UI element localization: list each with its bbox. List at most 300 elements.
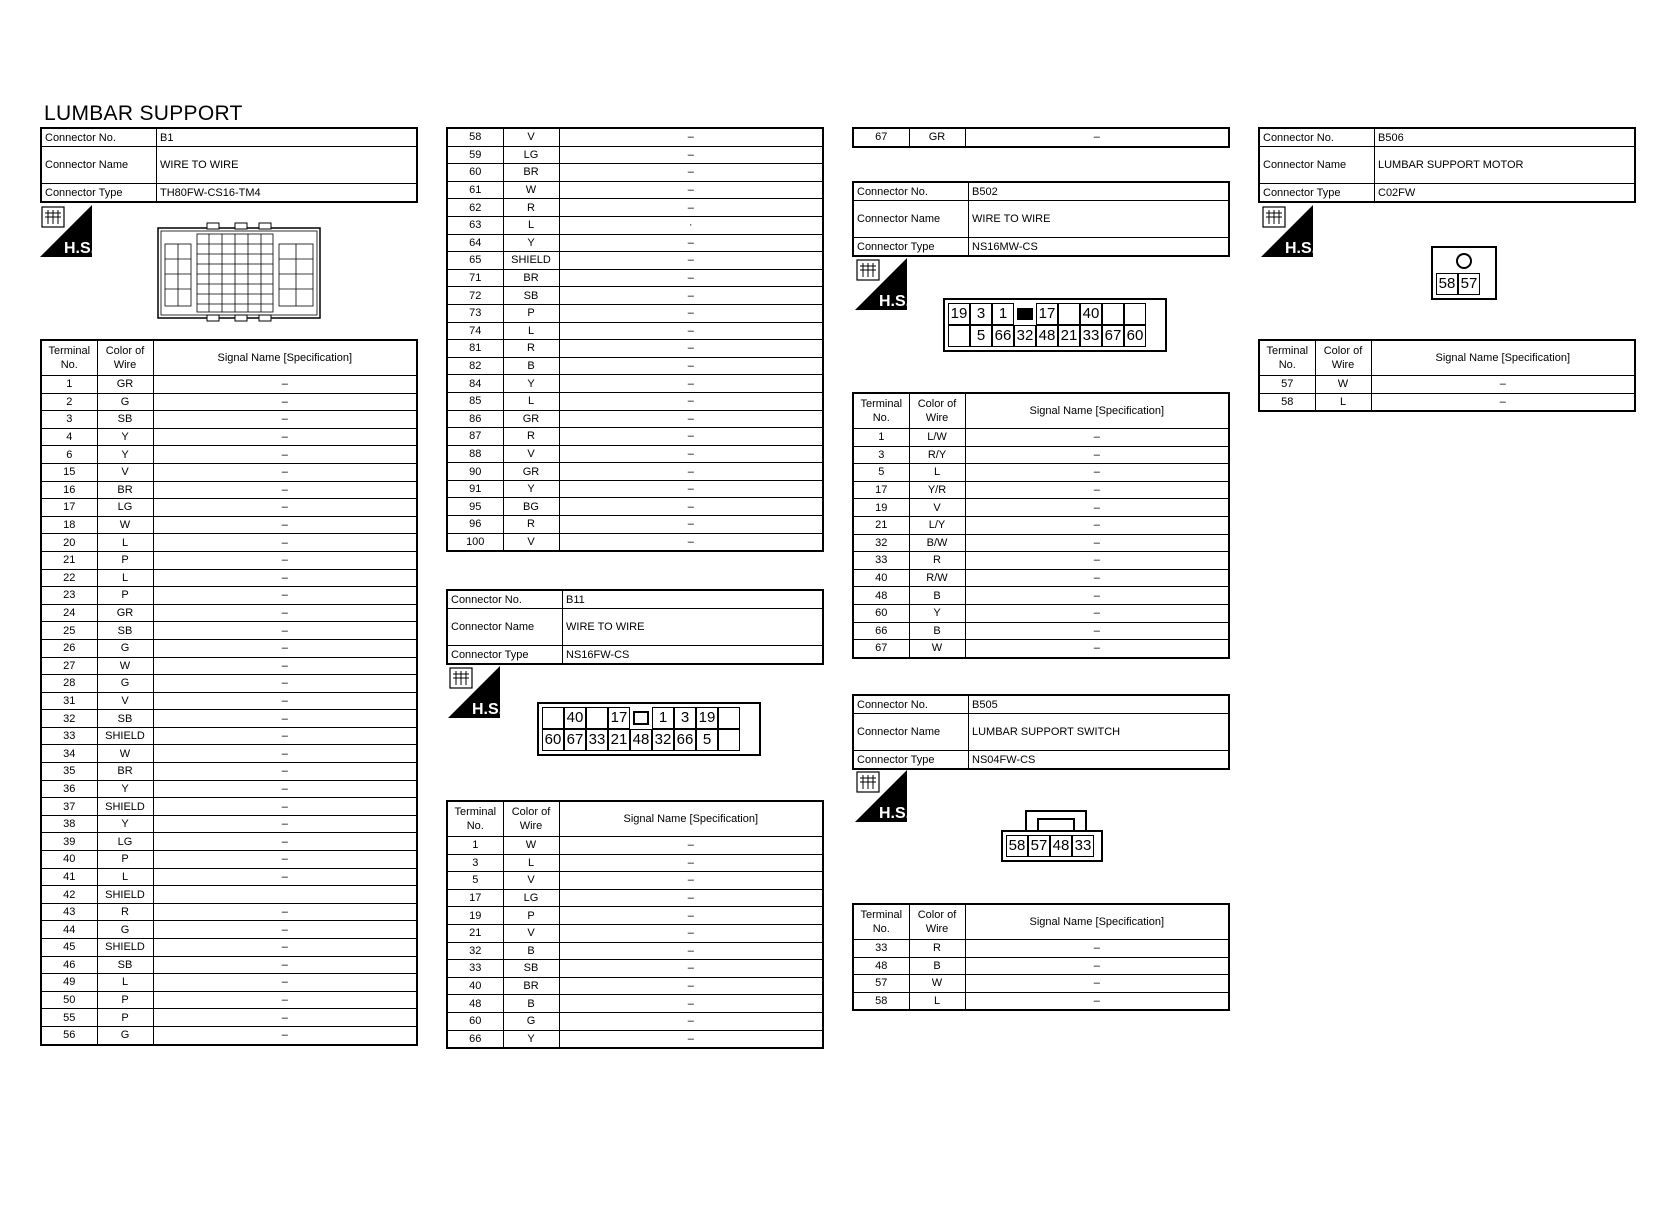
wire-color-cell: R <box>503 428 559 446</box>
table-row <box>853 587 1229 605</box>
terminal-no-cell: 24 <box>41 604 97 622</box>
signal-name-cell: – <box>153 921 417 939</box>
signal-name-cell: – <box>559 907 823 925</box>
terminal-no-cell: 86 <box>447 410 503 428</box>
terminal-no-cell: 40 <box>447 977 503 995</box>
connector-pin: 1 <box>992 303 1014 325</box>
wire-color-cell: W <box>503 181 559 199</box>
connector-no-value: B502 <box>969 182 1230 201</box>
color-of-wire-header: Color of Wire <box>909 904 965 940</box>
connector-name-value: WIRE TO WIRE <box>969 201 1230 238</box>
wire-color-cell: GR <box>909 128 965 147</box>
connector-pin <box>1058 303 1080 325</box>
wire-color-cell: B <box>503 942 559 960</box>
terminal-no-cell: 20 <box>41 534 97 552</box>
table-row <box>447 889 823 907</box>
wire-color-cell: LG <box>97 499 153 517</box>
terminal-no-cell: 95 <box>447 498 503 516</box>
signal-name-cell: – <box>153 939 417 957</box>
connector-pin: 17 <box>608 707 630 729</box>
terminal-no-cell: 61 <box>447 181 503 199</box>
signal-name-cell: – <box>153 499 417 517</box>
connector-pin: 67 <box>564 729 586 751</box>
signal-name-cell: – <box>559 146 823 164</box>
terminal-no-cell: 23 <box>41 587 97 605</box>
table-row <box>41 851 417 869</box>
wire-color-cell: W <box>1315 376 1371 394</box>
signal-name-cell: – <box>153 411 417 429</box>
wire-color-cell: GR <box>503 463 559 481</box>
connector-b502-face <box>943 298 1167 352</box>
wire-color-cell: V <box>503 128 559 146</box>
signal-name-cell: – <box>559 340 823 358</box>
connector-name-value: LUMBAR SUPPORT SWITCH <box>969 714 1230 751</box>
wire-color-cell: SHIELD <box>97 727 153 745</box>
connector-pin: 5 <box>696 729 718 751</box>
table-row <box>447 216 823 234</box>
terminal-no-cell: 67 <box>853 640 909 658</box>
signal-name-cell: – <box>559 269 823 287</box>
terminal-no-cell: 56 <box>41 1026 97 1044</box>
terminal-no-cell: 43 <box>41 903 97 921</box>
terminal-no-cell: 82 <box>447 357 503 375</box>
table-row <box>447 1012 823 1030</box>
connector-type-value: NS16FW-CS <box>563 646 824 665</box>
table-row <box>853 569 1229 587</box>
signal-name-cell: – <box>153 1009 417 1027</box>
wire-color-cell: G <box>503 1012 559 1030</box>
terminal-no-cell: 60 <box>447 1012 503 1030</box>
signal-name-cell: – <box>559 854 823 872</box>
connector-name-value: LUMBAR SUPPORT MOTOR <box>1375 147 1636 184</box>
signal-name-cell: – <box>1371 393 1635 411</box>
signal-name-cell: – <box>153 463 417 481</box>
terminal-no-cell: 46 <box>41 956 97 974</box>
connector-pin: 48 <box>630 729 652 751</box>
hs-label: H.S. <box>879 805 911 822</box>
wire-color-cell: R/Y <box>909 446 965 464</box>
wire-color-cell: G <box>97 921 153 939</box>
connector-pin: 67 <box>1102 325 1124 347</box>
wire-color-cell: P <box>97 587 153 605</box>
signal-name-cell: – <box>559 960 823 978</box>
connector-pin: 40 <box>1080 303 1102 325</box>
signal-name-cell: – <box>153 763 417 781</box>
table-row <box>41 1009 417 1027</box>
wire-color-cell: L <box>503 216 559 234</box>
terminal-no-cell: 5 <box>447 872 503 890</box>
wire-color-cell: BG <box>503 498 559 516</box>
signal-name-cell: – <box>153 692 417 710</box>
wire-color-cell: W <box>97 516 153 534</box>
signal-name-header: Signal Name [Specification] <box>559 801 823 837</box>
signal-name-cell: – <box>559 977 823 995</box>
signal-name-cell: · <box>559 216 823 234</box>
terminal-no-cell: 60 <box>447 164 503 182</box>
signal-name-cell: – <box>559 463 823 481</box>
wire-color-cell: B <box>503 995 559 1013</box>
signal-name-cell: – <box>153 780 417 798</box>
wire-color-cell: SB <box>97 622 153 640</box>
table-row <box>41 393 417 411</box>
wire-color-cell: GR <box>97 604 153 622</box>
table-row <box>41 657 417 675</box>
terminal-no-cell: 37 <box>41 798 97 816</box>
table-row <box>447 924 823 942</box>
terminal-no-header: Terminal No. <box>41 340 97 376</box>
terminal-no-cell: 21 <box>447 924 503 942</box>
connector-no-value: B11 <box>563 590 824 609</box>
table-row <box>447 445 823 463</box>
signal-name-cell: – <box>153 604 417 622</box>
wire-color-cell: P <box>97 851 153 869</box>
table-row <box>853 604 1229 622</box>
signal-name-cell: – <box>965 464 1229 482</box>
connector-no-value: B1 <box>157 128 418 147</box>
signal-name-cell: – <box>1371 376 1635 394</box>
table-row <box>853 552 1229 570</box>
signal-name-cell: – <box>153 622 417 640</box>
wire-color-cell: LG <box>503 889 559 907</box>
connector-pin <box>948 325 970 347</box>
signal-name-cell: – <box>965 429 1229 447</box>
table-row <box>447 392 823 410</box>
connector-pin: 33 <box>586 729 608 751</box>
terminal-no-cell: 22 <box>41 569 97 587</box>
connector-b505-info <box>852 694 1230 770</box>
signal-name-cell: – <box>965 640 1229 658</box>
table-row <box>41 411 417 429</box>
connector-pin: 1 <box>652 707 674 729</box>
connector-pin: 48 <box>1050 835 1072 857</box>
connector-name-label: Connector Name <box>1259 147 1375 184</box>
terminal-no-cell: 57 <box>1259 376 1315 394</box>
table-row <box>41 481 417 499</box>
terminal-no-cell: 67 <box>853 128 909 147</box>
terminal-no-cell: 42 <box>41 886 97 904</box>
table-row <box>447 304 823 322</box>
connector-name-label: Connector Name <box>447 609 563 646</box>
terminal-no-cell: 60 <box>853 604 909 622</box>
wire-color-cell: Y <box>909 604 965 622</box>
terminal-no-cell: 17 <box>853 481 909 499</box>
connector-type-value: NS04FW-CS <box>969 751 1230 770</box>
table-row <box>853 622 1229 640</box>
terminal-no-cell: 48 <box>447 995 503 1013</box>
table-row <box>447 128 823 146</box>
signal-name-cell: – <box>559 410 823 428</box>
signal-name-cell: – <box>153 657 417 675</box>
table-row <box>853 992 1229 1010</box>
connector-pin: 57 <box>1028 835 1050 857</box>
page-title: LUMBAR SUPPORT <box>44 102 243 125</box>
table-row <box>447 269 823 287</box>
signal-name-cell: – <box>153 376 417 394</box>
terminal-no-cell: 36 <box>41 780 97 798</box>
terminal-no-cell: 27 <box>41 657 97 675</box>
table-row <box>41 798 417 816</box>
table-row <box>853 429 1229 447</box>
table-row <box>853 534 1229 552</box>
connector-no-value: B505 <box>969 695 1230 714</box>
signal-name-cell: – <box>153 534 417 552</box>
table-row <box>41 587 417 605</box>
signal-name-cell: – <box>559 872 823 890</box>
terminal-no-cell: 1 <box>447 837 503 855</box>
signal-name-cell: – <box>559 1030 823 1048</box>
connector-pin-empty <box>1124 303 1146 325</box>
connector-name-value: WIRE TO WIRE <box>157 147 418 184</box>
connector-b505-terminal-table <box>852 903 1230 1011</box>
signal-name-cell: – <box>965 534 1229 552</box>
connector-type-label: Connector Type <box>853 238 969 257</box>
terminal-no-cell: 45 <box>41 939 97 957</box>
terminal-no-cell: 91 <box>447 480 503 498</box>
wire-color-cell: L <box>503 322 559 340</box>
terminal-no-cell: 72 <box>447 287 503 305</box>
signal-name-cell: – <box>153 1026 417 1044</box>
table-row <box>41 376 417 394</box>
wire-color-cell: R <box>909 552 965 570</box>
wire-color-cell: SB <box>97 710 153 728</box>
wire-color-cell: L <box>97 569 153 587</box>
table-row <box>41 745 417 763</box>
terminal-no-cell: 28 <box>41 675 97 693</box>
signal-name-cell: – <box>153 903 417 921</box>
table-row <box>41 956 417 974</box>
table-row <box>853 481 1229 499</box>
terminal-no-cell: 44 <box>41 921 97 939</box>
terminal-no-cell: 100 <box>447 533 503 551</box>
wire-color-cell: W <box>503 837 559 855</box>
signal-name-cell: – <box>559 1012 823 1030</box>
connector-type-value: C02FW <box>1375 184 1636 203</box>
wire-color-cell: B <box>909 622 965 640</box>
signal-name-cell: – <box>965 975 1229 993</box>
connector-pin <box>542 707 564 729</box>
signal-name-cell: – <box>559 322 823 340</box>
signal-name-cell: – <box>559 357 823 375</box>
terminal-no-cell: 64 <box>447 234 503 252</box>
table-row <box>41 516 417 534</box>
signal-name-cell: – <box>153 991 417 1009</box>
wire-color-cell: LG <box>97 833 153 851</box>
terminal-no-cell: 66 <box>853 622 909 640</box>
table-row <box>41 939 417 957</box>
connector-pin: 60 <box>542 729 564 751</box>
terminal-no-cell: 50 <box>41 991 97 1009</box>
table-row <box>41 886 417 904</box>
connector-b1-info <box>40 127 418 203</box>
table-row <box>41 428 417 446</box>
table-row <box>41 534 417 552</box>
wire-color-cell: SHIELD <box>97 939 153 957</box>
signal-name-cell: – <box>965 604 1229 622</box>
signal-name-cell: – <box>153 745 417 763</box>
table-row <box>447 199 823 217</box>
table-row <box>447 340 823 358</box>
signal-name-cell: – <box>559 498 823 516</box>
table-row <box>447 516 823 534</box>
hs-icon <box>855 770 911 822</box>
table-row <box>447 428 823 446</box>
color-of-wire-header: Color of Wire <box>97 340 153 376</box>
wire-color-cell: W <box>97 745 153 763</box>
connector-b506-info <box>1258 127 1636 203</box>
wire-color-cell: P <box>97 991 153 1009</box>
signal-name-cell: – <box>559 428 823 446</box>
table-row <box>41 1026 417 1044</box>
connector-type-label: Connector Type <box>1259 184 1375 203</box>
table-row <box>41 675 417 693</box>
terminal-no-cell: 6 <box>41 446 97 464</box>
terminal-no-header: Terminal No. <box>853 393 909 429</box>
terminal-no-cell: 58 <box>853 992 909 1010</box>
table-row <box>447 872 823 890</box>
table-row <box>447 322 823 340</box>
signal-name-cell: – <box>965 957 1229 975</box>
wire-color-cell: P <box>97 551 153 569</box>
table-row <box>447 287 823 305</box>
connector-type-value: NS16MW-CS <box>969 238 1230 257</box>
connector-pin: 17 <box>1036 303 1058 325</box>
signal-name-cell: – <box>153 833 417 851</box>
terminal-no-cell: 48 <box>853 587 909 605</box>
hs-label: H.S. <box>1285 240 1317 257</box>
terminal-no-cell: 26 <box>41 639 97 657</box>
connector-name-label: Connector Name <box>853 201 969 238</box>
connector-b506-terminal-table <box>1258 339 1636 412</box>
table-row <box>41 763 417 781</box>
wire-color-cell: V <box>503 924 559 942</box>
wire-color-cell: Y/R <box>909 481 965 499</box>
connector-name-value: WIRE TO WIRE <box>563 609 824 646</box>
terminal-no-cell: 88 <box>447 445 503 463</box>
signal-name-cell: – <box>559 181 823 199</box>
wire-color-cell: B <box>503 357 559 375</box>
hs-label: H.S. <box>879 293 911 310</box>
wire-color-cell: SHIELD <box>503 252 559 270</box>
connector-key-icon <box>633 711 649 725</box>
wire-color-cell: B/W <box>909 534 965 552</box>
terminal-no-cell: 84 <box>447 375 503 393</box>
connector-no-value: B506 <box>1375 128 1636 147</box>
connector-pin: 3 <box>674 707 696 729</box>
connector-pin: 21 <box>608 729 630 751</box>
connector-pin: 21 <box>1058 325 1080 347</box>
terminal-no-cell: 90 <box>447 463 503 481</box>
signal-name-cell: – <box>559 304 823 322</box>
connector-pin: 32 <box>1014 325 1036 347</box>
terminal-no-cell: 19 <box>853 499 909 517</box>
terminal-no-cell: 40 <box>853 569 909 587</box>
wire-color-cell: Y <box>97 815 153 833</box>
terminal-no-cell: 73 <box>447 304 503 322</box>
lock-circle-icon <box>1456 253 1472 269</box>
terminal-no-cell: 58 <box>1259 393 1315 411</box>
terminal-no-cell: 55 <box>41 1009 97 1027</box>
terminal-no-cell: 74 <box>447 322 503 340</box>
terminal-no-header: Terminal No. <box>447 801 503 837</box>
terminal-no-cell: 32 <box>853 534 909 552</box>
table-row <box>447 480 823 498</box>
signal-name-cell: – <box>965 587 1229 605</box>
signal-name-cell: – <box>153 974 417 992</box>
wire-color-cell: LG <box>503 146 559 164</box>
terminal-no-cell: 15 <box>41 463 97 481</box>
connector-no-label: Connector No. <box>1259 128 1375 147</box>
connector-pin: 58 <box>1436 273 1458 295</box>
connector-pin: 19 <box>696 707 718 729</box>
signal-name-cell: – <box>559 252 823 270</box>
wire-color-cell: V <box>97 692 153 710</box>
wire-color-cell: GR <box>97 376 153 394</box>
connector-pin: 66 <box>674 729 696 751</box>
terminal-no-cell: 85 <box>447 392 503 410</box>
connector-no-label: Connector No. <box>447 590 563 609</box>
terminal-no-cell: 35 <box>41 763 97 781</box>
wire-color-cell: SB <box>503 287 559 305</box>
wire-color-cell: L <box>503 392 559 410</box>
color-of-wire-header: Color of Wire <box>1315 340 1371 376</box>
signal-name-cell: – <box>965 569 1229 587</box>
connector-b1-terminal-table-cont2 <box>852 127 1230 148</box>
wire-color-cell: W <box>909 975 965 993</box>
connector-name-label: Connector Name <box>41 147 157 184</box>
connector-b506-face <box>1431 246 1497 300</box>
signal-name-header: Signal Name [Specification] <box>153 340 417 376</box>
table-row <box>41 903 417 921</box>
signal-name-cell: – <box>153 639 417 657</box>
table-row <box>447 1030 823 1048</box>
terminal-no-cell: 19 <box>447 907 503 925</box>
connector-pin: 33 <box>1072 835 1094 857</box>
table-row <box>853 516 1229 534</box>
signal-name-cell: – <box>153 815 417 833</box>
wire-color-cell: Y <box>97 428 153 446</box>
table-row <box>853 464 1229 482</box>
wire-color-cell: R <box>503 199 559 217</box>
signal-name-cell: – <box>559 128 823 146</box>
table-row <box>41 815 417 833</box>
signal-name-cell: – <box>559 533 823 551</box>
signal-name-header: Signal Name [Specification] <box>965 904 1229 940</box>
hs-icon <box>448 666 504 718</box>
table-row <box>447 463 823 481</box>
table-row <box>447 533 823 551</box>
terminal-no-cell: 57 <box>853 975 909 993</box>
table-row <box>41 463 417 481</box>
table-row <box>853 128 1229 147</box>
signal-name-cell: – <box>559 445 823 463</box>
terminal-no-cell: 62 <box>447 199 503 217</box>
terminal-no-cell: 59 <box>447 146 503 164</box>
signal-name-cell: – <box>559 199 823 217</box>
hs-icon <box>40 205 96 257</box>
connector-b1-terminal-table-cont <box>446 127 824 552</box>
terminal-no-cell: 17 <box>447 889 503 907</box>
hs-label: H.S. <box>64 240 96 257</box>
wire-color-cell: SB <box>97 411 153 429</box>
terminal-no-cell: 96 <box>447 516 503 534</box>
table-row <box>447 907 823 925</box>
table-row <box>41 991 417 1009</box>
connector-pin: 19 <box>948 303 970 325</box>
connector-b11-info <box>446 589 824 665</box>
wire-color-cell: Y <box>97 780 153 798</box>
wire-color-cell: L <box>97 534 153 552</box>
signal-name-header: Signal Name [Specification] <box>965 393 1229 429</box>
